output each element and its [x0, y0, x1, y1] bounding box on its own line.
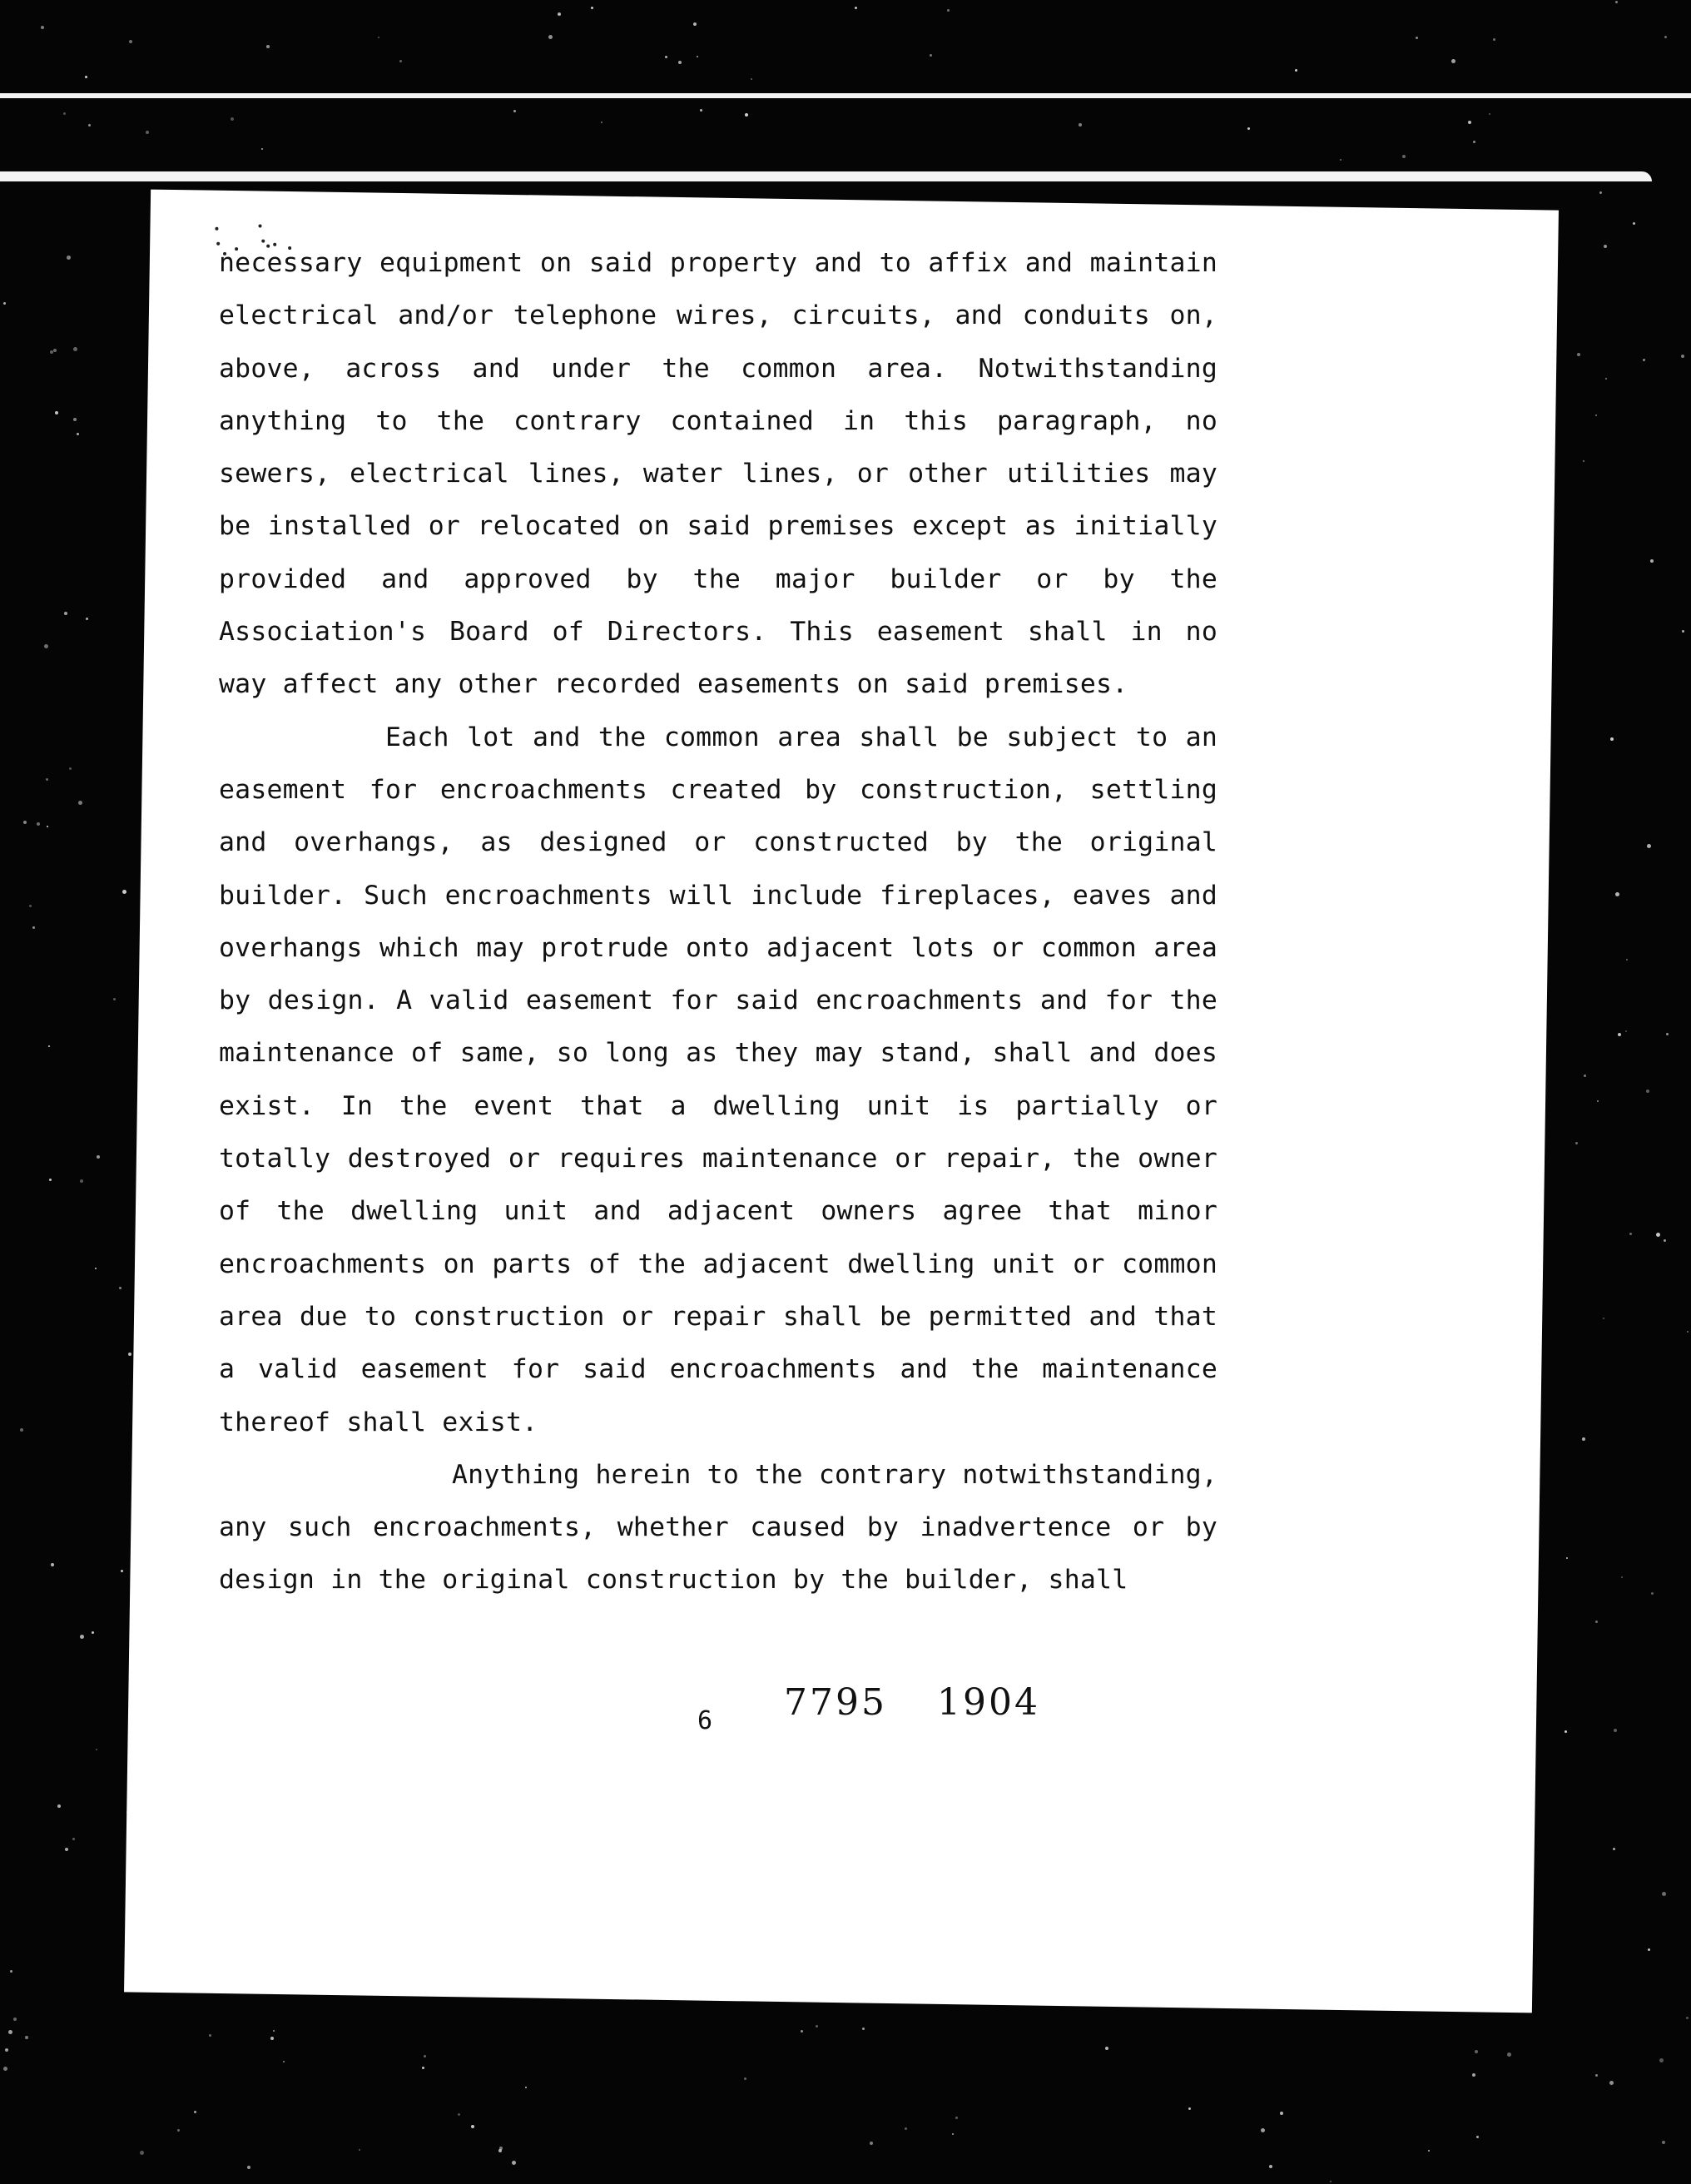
noise-speck [378, 37, 379, 38]
noise-speck [930, 54, 932, 57]
noise-speck [1473, 141, 1475, 143]
noise-speck [88, 124, 91, 127]
noise-speck [1105, 2047, 1108, 2050]
noise-speck [73, 418, 77, 421]
noise-speck [47, 826, 48, 827]
noise-speck [1595, 414, 1597, 416]
page-ref-number: 1904 [936, 1681, 1040, 1724]
noise-speck [1662, 1892, 1666, 1896]
noise-speck [1565, 1730, 1567, 1733]
noise-speck [399, 60, 402, 62]
paragraph-1: necessary equipment on said property and to affix and maintain electrical and/or telephone wires, circuits, and conduits on, above, across and under the common area. Notwithstanding anything to the contrary contained in this paragraph, no sewers, electrical lines, water lines, or other utilities may be installed or relocated on said premises except as initially provided and approved by the major builder or by the Association's Board of Directors. This easement shall in no way affect any other recorded easements on said premises. [219, 248, 1217, 700]
noise-speck [50, 350, 53, 354]
noise-speck [49, 1179, 52, 1181]
noise-speck [1625, 1030, 1627, 1032]
noise-speck [359, 2149, 360, 2151]
noise-speck [86, 618, 88, 620]
noise-speck [1340, 159, 1341, 161]
noise-speck [1269, 2165, 1272, 2168]
noise-speck [1582, 1437, 1585, 1441]
noise-speck [1643, 359, 1645, 361]
noise-speck [96, 1749, 97, 1750]
noise-speck [273, 2030, 275, 2032]
noise-speck [862, 2028, 865, 2030]
noise-speck [1646, 1090, 1649, 1093]
noise-speck [693, 22, 697, 26]
noise-speck [1615, 1, 1618, 3]
noise-speck [1629, 1233, 1632, 1235]
noise-speck [20, 1428, 23, 1432]
noise-speck [283, 2061, 285, 2062]
noise-speck [1247, 127, 1250, 130]
noise-speck [1610, 737, 1614, 741]
noise-speck [1618, 1033, 1621, 1036]
noise-speck [48, 1045, 50, 1047]
noise-speck [231, 117, 234, 121]
noise-speck [1656, 1233, 1660, 1237]
noise-speck [270, 2037, 274, 2040]
noise-speck [1604, 245, 1607, 248]
noise-speck [1613, 1848, 1615, 1850]
noise-speck [5, 2048, 8, 2052]
noise-speck [424, 2055, 426, 2057]
noise-speck [1507, 2052, 1511, 2057]
noise-speck [1687, 1331, 1689, 1333]
noise-speck [85, 76, 87, 78]
noise-speck [113, 998, 116, 1000]
noise-speck [37, 822, 40, 826]
noise-speck [128, 1353, 131, 1356]
noise-speck [1428, 2150, 1430, 2152]
noise-speck [422, 2067, 424, 2069]
noise-speck [32, 926, 35, 929]
noise-speck [751, 78, 752, 80]
noise-speck [92, 1631, 94, 1634]
noise-speck [1595, 2074, 1598, 2077]
noise-speck [3, 2067, 7, 2071]
noise-speck [25, 2036, 28, 2039]
noise-speck [458, 2113, 460, 2116]
book-number: 7795 [784, 1681, 887, 1724]
noise-speck [44, 644, 48, 648]
noise-speck [209, 2034, 211, 2037]
noise-speck [558, 12, 561, 16]
noise-speck [80, 1635, 84, 1639]
noise-speck [266, 45, 270, 48]
noise-speck [8, 2030, 12, 2034]
noise-speck [952, 2133, 954, 2135]
noise-speck [23, 821, 27, 824]
noise-speck [10, 1970, 12, 1973]
noise-speck [471, 2125, 474, 2128]
noise-speck [697, 56, 698, 57]
noise-speck [1295, 69, 1297, 72]
noise-speck [1659, 2058, 1664, 2062]
noise-speck [1626, 959, 1628, 960]
noise-speck [177, 2129, 180, 2132]
noise-speck [72, 1838, 75, 1840]
noise-speck [525, 2087, 527, 2088]
noise-speck [1451, 59, 1455, 63]
noise-speck [1597, 1100, 1599, 1102]
noise-speck [1681, 355, 1684, 358]
noise-speck [1664, 36, 1667, 38]
noise-speck [3, 302, 6, 305]
noise-speck [745, 113, 748, 117]
noise-speck [121, 1570, 123, 1572]
noise-speck [57, 1804, 61, 1808]
noise-speck [1261, 2128, 1265, 2132]
noise-speck [77, 433, 79, 435]
noise-speck [1633, 222, 1635, 225]
noise-speck [46, 778, 48, 781]
noise-speck [64, 612, 67, 615]
noise-speck [1621, 1576, 1623, 1578]
noise-speck [1280, 2112, 1283, 2115]
noise-speck [65, 1848, 68, 1851]
noise-speck [51, 1563, 54, 1566]
noise-speck [1595, 1621, 1598, 1623]
noise-speck [53, 349, 57, 352]
noise-speck [247, 2166, 250, 2169]
noise-speck [95, 1268, 97, 1269]
noise-speck [129, 40, 132, 43]
noise-speck [1651, 1592, 1654, 1595]
noise-speck [1650, 559, 1654, 563]
noise-speck [261, 148, 263, 150]
noise-speck [801, 2030, 803, 2033]
noise-speck [1609, 2081, 1614, 2085]
noise-speck [1472, 2073, 1475, 2077]
noise-speck [591, 7, 593, 9]
document-body [219, 237, 1217, 1607]
noise-speck [512, 2161, 516, 2165]
noise-speck [69, 767, 72, 770]
noise-speck [678, 61, 682, 64]
paragraph-2: Each lot and the common area shall be subject to an easement for encroachments created by construction, settling and overhangs, as designed or constructed by the original builder. Such encroachments will include fireplaces, eaves and overhangs which may protrude onto adjacent lots or common area by design. A valid easement for said encroachments and for the maintenance of same, so long as they may stand, shall and does exist. In the event that a dwelling unit is partially or totally destroyed or requires maintenance or repair, the owner of the dwelling unit and adjacent owners agree that minor encroachments on parts of the adjacent dwelling unit or common area due to construction or repair shall be permitted and that a valid easement for said encroachments and the maintenance thereof shall exist. [219, 722, 1217, 1437]
noise-speck [744, 2077, 746, 2080]
noise-speck [1575, 1142, 1578, 1144]
noise-speck [1468, 121, 1471, 124]
noise-speck [1583, 460, 1584, 462]
noise-speck [1664, 1239, 1666, 1242]
noise-speck [513, 110, 516, 112]
noise-speck [498, 2149, 502, 2152]
noise-speck [1402, 155, 1406, 158]
noise-speck [601, 122, 603, 123]
noise-speck [78, 801, 82, 805]
noise-speck [816, 2025, 818, 2028]
noise-speck [1647, 844, 1651, 848]
noise-speck [29, 905, 32, 907]
noise-speck [194, 2111, 196, 2113]
noise-speck [1599, 191, 1602, 194]
scan-edge-line-top [0, 93, 1691, 98]
recording-stamp [784, 1681, 1040, 1724]
noise-speck [41, 26, 44, 29]
noise-speck [97, 1155, 100, 1159]
noise-speck [55, 411, 58, 414]
noise-speck [548, 35, 553, 39]
noise-speck [119, 1287, 121, 1289]
noise-speck [1489, 113, 1490, 115]
paragraph-3: Anything herein to the contrary notwithstanding, any such encroachments, whether caused by inadvertence or by design in the original construction by the builder, shall [219, 1459, 1217, 1596]
noise-speck [1615, 892, 1619, 896]
noise-speck [870, 2142, 873, 2145]
noise-speck [1584, 1075, 1586, 1077]
noise-speck [1686, 2017, 1689, 2019]
noise-speck [1666, 1033, 1669, 1035]
noise-speck [1662, 2141, 1665, 2144]
noise-speck [1188, 2107, 1191, 2110]
noise-speck [122, 890, 126, 894]
noise-speck [13, 2018, 17, 2021]
noise-speck [1682, 630, 1684, 633]
noise-speck [63, 112, 66, 115]
noise-speck [1416, 37, 1418, 39]
noise-speck [80, 1179, 83, 1183]
noise-speck [1566, 1557, 1568, 1559]
noise-speck [905, 2127, 907, 2130]
noise-speck [1605, 378, 1607, 380]
noise-speck [1079, 123, 1082, 127]
noise-speck [146, 131, 149, 134]
noise-speck [1614, 1729, 1617, 1732]
noise-speck [855, 7, 857, 9]
noise-speck [1603, 1318, 1604, 1319]
noise-speck [1493, 38, 1495, 41]
noise-speck [700, 109, 702, 112]
page-number: 6 [697, 1706, 713, 1735]
noise-speck [1648, 1948, 1650, 1951]
noise-speck [73, 347, 77, 351]
noise-speck [140, 2151, 144, 2155]
noise-speck [947, 9, 950, 12]
noise-speck [67, 256, 71, 260]
scan-edge-line [0, 171, 1652, 181]
noise-speck [1475, 2050, 1478, 2053]
noise-speck [1476, 2136, 1479, 2138]
noise-speck [1330, 2181, 1331, 2182]
noise-speck [1577, 353, 1580, 356]
noise-speck [955, 2117, 958, 2119]
noise-speck [665, 56, 667, 58]
